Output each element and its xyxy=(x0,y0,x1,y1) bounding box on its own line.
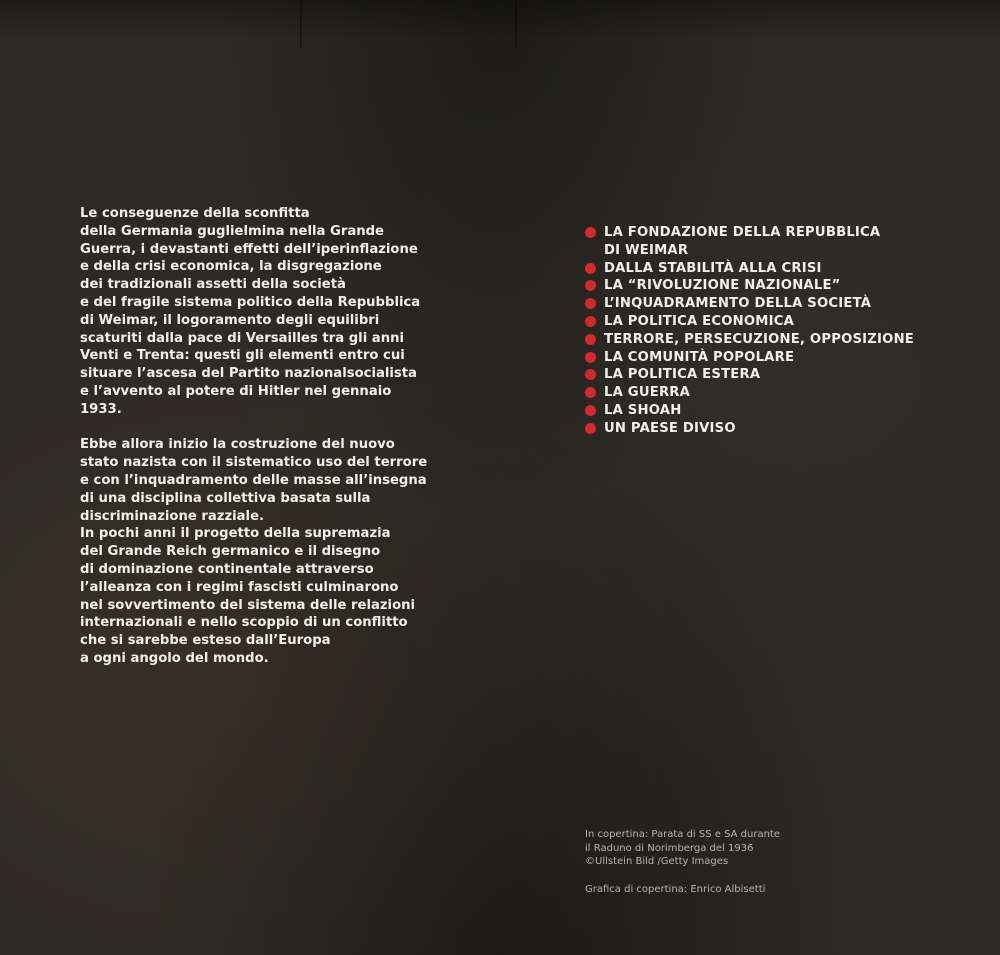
chapter-item xyxy=(583,331,983,349)
paper-crease xyxy=(300,0,302,48)
chapter-label-continued: DI WEIMAR xyxy=(604,242,689,258)
paper-crease xyxy=(515,0,517,48)
chapter-label: LA GUERRA xyxy=(604,385,691,401)
chapter-label: L’INQUADRAMENTO DELLA SOCIETÀ xyxy=(604,296,872,312)
chapter-item xyxy=(583,366,983,384)
red-bullet-icon xyxy=(585,387,596,398)
chapter-label: LA SHOAH xyxy=(604,402,682,418)
chapter-item xyxy=(583,295,983,313)
red-bullet-icon xyxy=(585,369,596,380)
chapter-label: TERRORE, PERSECUZIONE, OPPOSIZIONE xyxy=(604,331,915,347)
caption-line: In copertina: Parata di SS e SA durante xyxy=(585,829,780,840)
cover-credits xyxy=(585,828,885,896)
paragraph-spacer xyxy=(80,419,430,437)
red-bullet-icon xyxy=(585,405,596,416)
chapter-item xyxy=(583,277,983,295)
chapter-label: UN PAESE DIVISO xyxy=(604,420,736,436)
red-bullet-icon xyxy=(585,227,596,238)
chapter-item xyxy=(583,349,983,367)
red-bullet-icon xyxy=(585,334,596,345)
top-shadow-band xyxy=(0,0,1000,40)
red-bullet-icon xyxy=(585,316,596,327)
synopsis-paragraph: In pochi anni il progetto della supremazia del Grande Reich germanico e il disegno di dominazione continentale attraverso l’alleanza con i regimi fascisti culminarono nel sovvertimento del sistema delle relazioni internazionali e nello scoppio di un conflitto che si sarebbe esteso dall’Europa a ogni angolo del mondo. xyxy=(80,526,416,666)
chapter-label: LA POLITICA ESTERA xyxy=(604,367,761,383)
chapter-label: DALLA STABILITÀ ALLA CRISI xyxy=(604,260,822,276)
design-credit: Grafica di copertina: Enrico Albisetti xyxy=(585,883,766,895)
chapter-label: LA COMUNITÀ POPOLARE xyxy=(604,349,795,365)
chapter-label: LA POLITICA ECONOMICA xyxy=(604,313,795,329)
synopsis-text xyxy=(80,205,430,668)
chapter-item xyxy=(583,420,983,438)
synopsis-paragraph: Le conseguenze della sconfitta della Germania guglielmina nella Grande Guerra, i devastanti effetti dell’iperinflazione e della crisi economica, la disgregazione dei tradizionali assetti della società e del fragile sistema politico della Repubblica di Weimar, il logoramento degli equilibri scaturiti dalla pace di Versailles tra gli anni Venti e Trenta: questi gli elementi entro cui situare l’ascesa del Partito nazionalsocialista e l’avvento al potere di Hitler nel gennaio 1933. xyxy=(80,206,421,417)
photo-copyright: ©Ullstein Bild /Getty Images xyxy=(585,856,729,867)
red-bullet-icon xyxy=(585,352,596,363)
red-bullet-icon xyxy=(585,280,596,291)
photo-caption xyxy=(585,828,885,869)
chapter-item xyxy=(583,313,983,331)
chapter-item xyxy=(583,384,983,402)
chapter-item xyxy=(583,402,983,420)
chapter-label: LA “RIVOLUZIONE NAZIONALE” xyxy=(604,278,841,294)
red-bullet-icon xyxy=(585,423,596,434)
chapter-label: LA FONDAZIONE DELLA REPUBBLICA xyxy=(604,225,881,240)
red-bullet-icon xyxy=(585,298,596,309)
chapter-item xyxy=(583,260,983,278)
red-bullet-icon xyxy=(585,263,596,274)
chapter-list xyxy=(583,224,983,438)
caption-line: il Raduno di Norimberga del 1936 xyxy=(585,842,754,854)
synopsis-paragraph: Ebbe allora inizio la costruzione del nuovo stato nazista con il sistematico uso del terrore e con l’inquadramento delle masse all’insegna di una disciplina collettiva basata sulla discriminazione razziale. xyxy=(80,437,428,524)
chapter-item xyxy=(583,224,983,260)
